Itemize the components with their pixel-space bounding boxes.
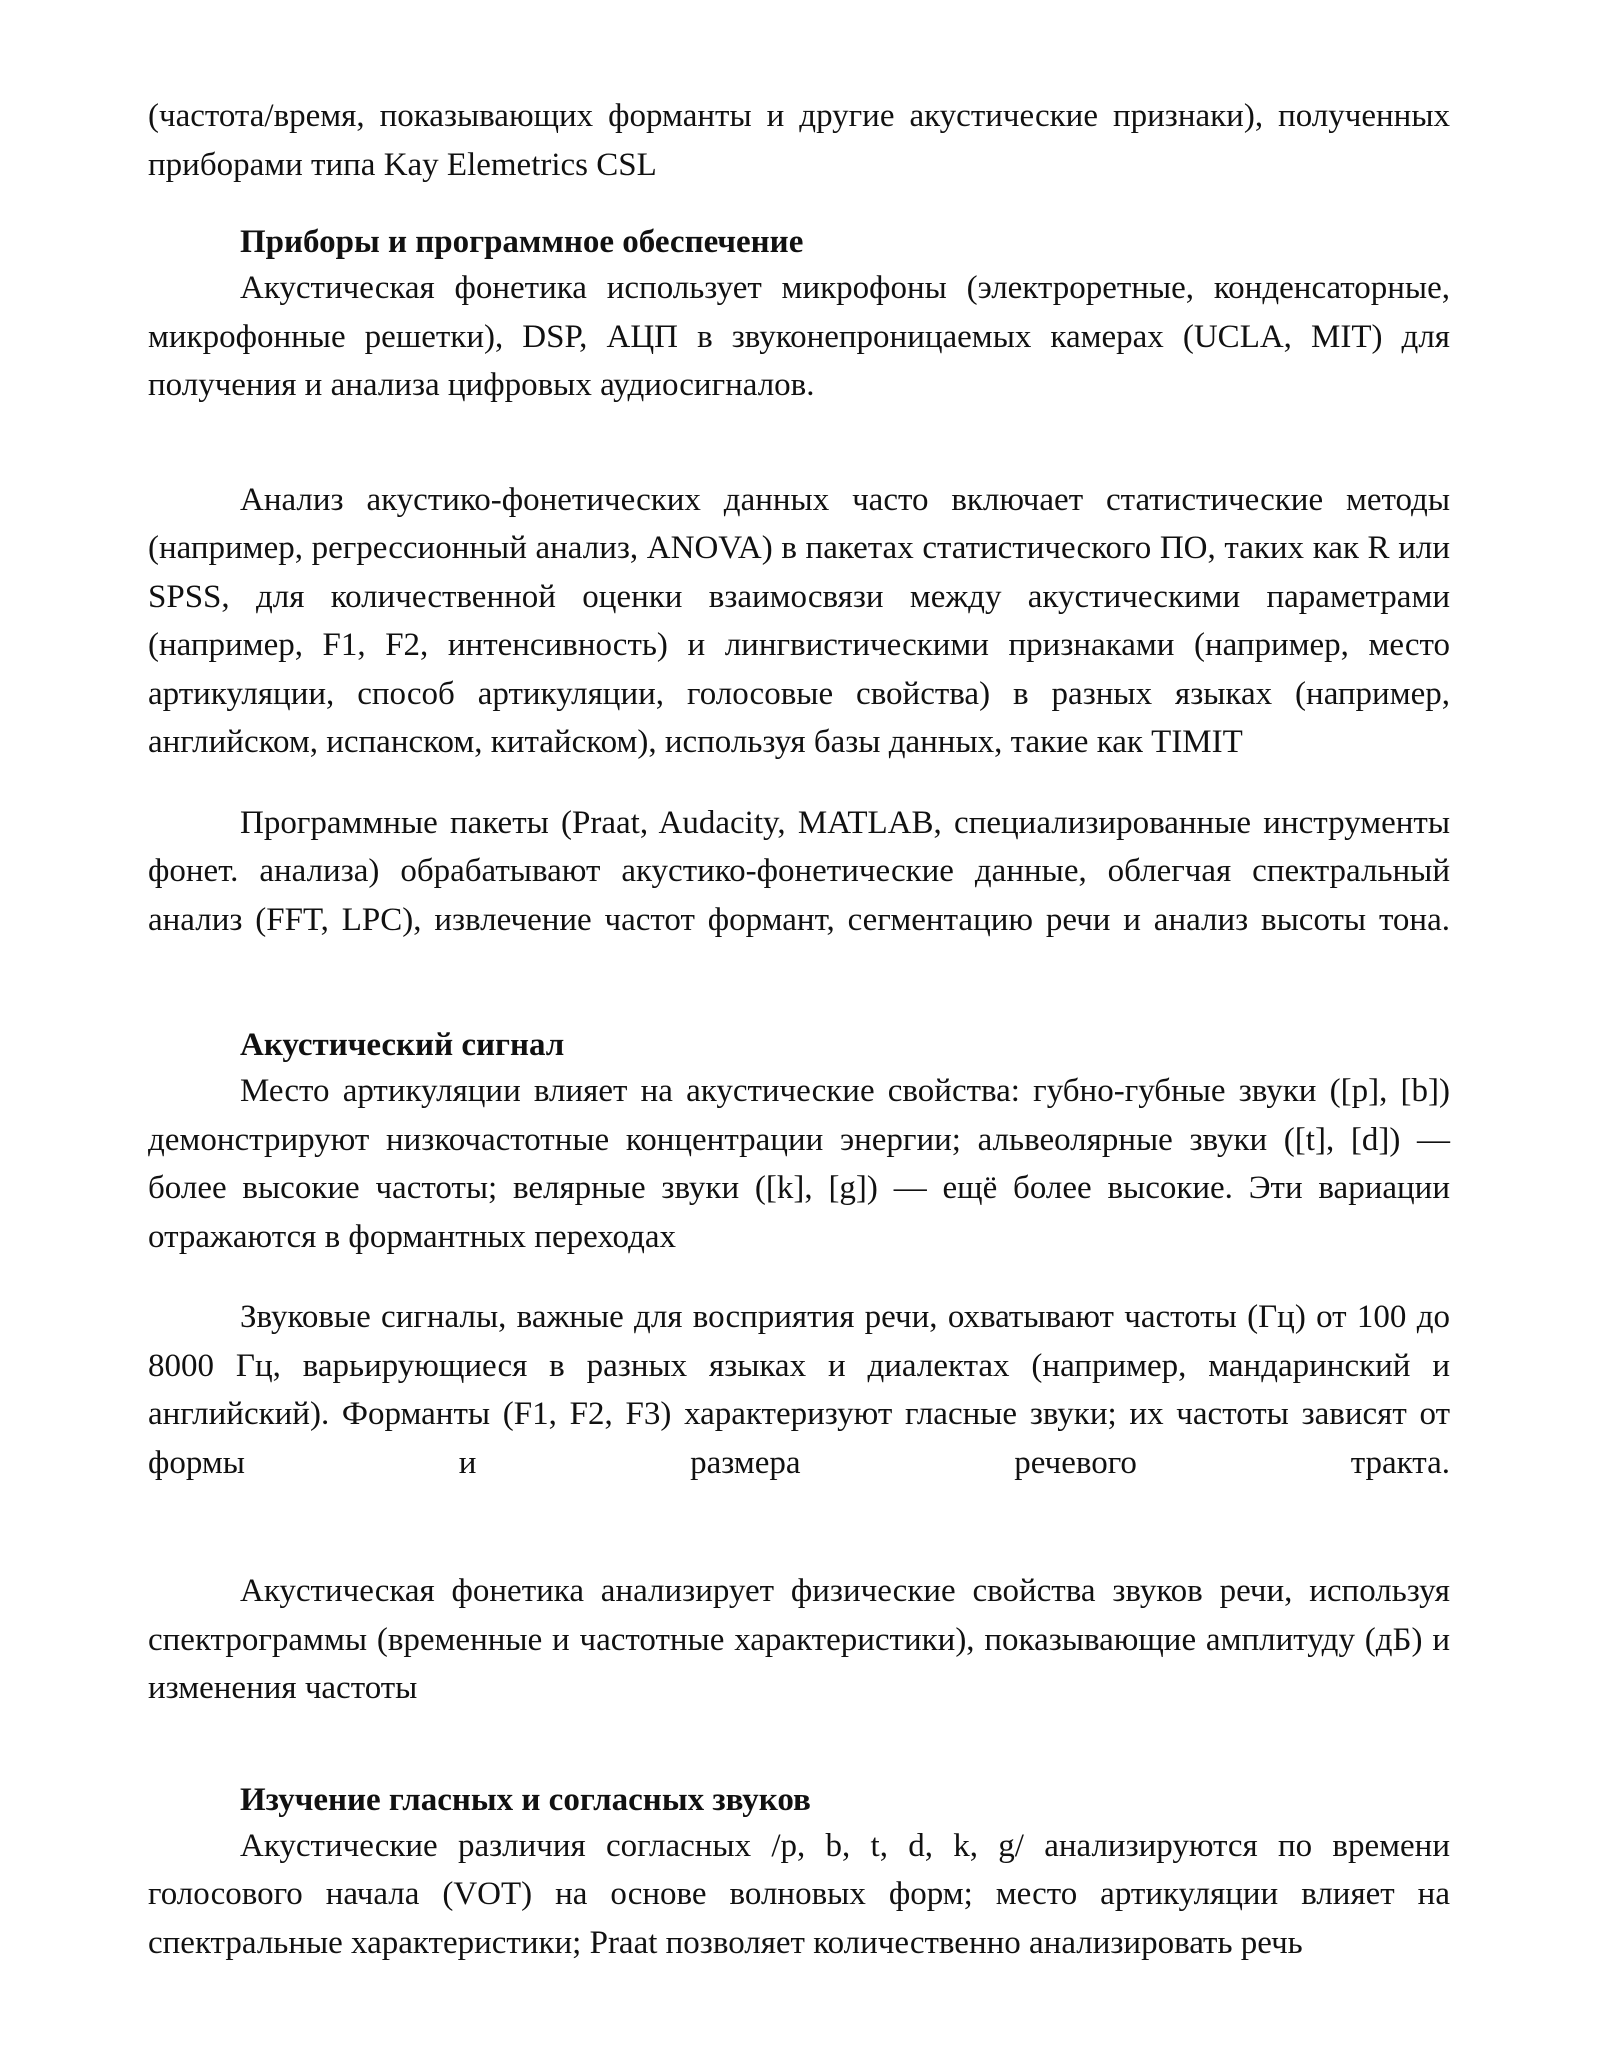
paragraph-consonant-differences: Акустические различия согласных /p, b, t, d, k, g/ анализируются по времени голосового начала (VOT) на основе волновых форм; место артикуляции влияет на спектральные характеристики; Praat позволяет количественно анализировать речь [148, 1827, 1450, 1961]
heading-instruments: Приборы и программное обеспечение [240, 224, 804, 260]
spacer [148, 1487, 1450, 1567]
spacer [148, 410, 1450, 476]
paragraph-spectrograms: Акустическая фонетика анализирует физические свойства звуков речи, используя спектрограммы (временные и частотные характеристики), показывающие амплитуду (дБ) и изменения частоты [148, 1573, 1450, 1706]
spacer [148, 944, 1450, 1024]
paragraph-sound-signals: Звуковые сигналы, важные для восприятия речи, охватывают частоты (Гц) от 100 до 8000 Гц, варьирующиеся в разных языках и диалектах (например, мандаринский и английский). Форманты (F1, F2, F3) характеризуют гласные звуки; их частоты зависят от формы и размера речевого тракта. [148, 1299, 1450, 1481]
paragraph-software: Программные пакеты (Praat, Audacity, MATLAB, специализированные инструменты фонет. анализа) обрабатывают акустико-фонетические данные, облегчая спектральный анализ (FFT, LPC), извлечение частот формант, сегментацию речи и анализ высоты тона. [148, 804, 1450, 938]
intro-paragraph: (частота/время, показывающих форманты и другие акустические признаки), полученных приборами типа Kay Elemetrics CSL [148, 98, 1450, 183]
heading-acoustic-signal: Акустический сигнал [240, 1027, 565, 1063]
paragraph-microphones: Акустическая фонетика использует микрофоны (электроретные, конденсаторные, микрофонные решетки), DSP, АЦП в звуконепроницаемых камерах (UCLA, MIT) для получения и анализа цифровых аудиосигналов. [148, 270, 1450, 403]
spacer [148, 1261, 1450, 1293]
spacer [148, 767, 1450, 799]
paragraph-place-of-articulation: Место артикуляции влияет на акустические свойства: губно-губные звуки ([p], [b]) демонстрируют низкочастотные концентрации энергии; альвеолярные звуки ([t], [d]) — более высокие частоты; велярные звуки ([k], [g]) — ещё более высокие. Эти вариации отражаются в формантных переходах [148, 1073, 1450, 1255]
spacer [148, 1713, 1450, 1779]
document-page [148, 92, 1450, 1967]
heading-vowels-consonants: Изучение гласных и согласных звуков [240, 1781, 811, 1818]
paragraph-statistics: Анализ акустико-фонетических данных часто включает статистические методы (например, регрессионный анализ, ANOVA) в пакетах статистического ПО, таких как R или SPSS, для количественной оценки взаимосвязи между акустическими параметрами (например, F1, F2, интенсивность) и лингвистическими признаками (например, место артикуляции, способ артикуляции, голосовые свойства) в разных языках (например, английском, испанском, китайском), используя базы данных, такие как TIMIT [148, 481, 1450, 760]
spacer [148, 189, 1450, 221]
